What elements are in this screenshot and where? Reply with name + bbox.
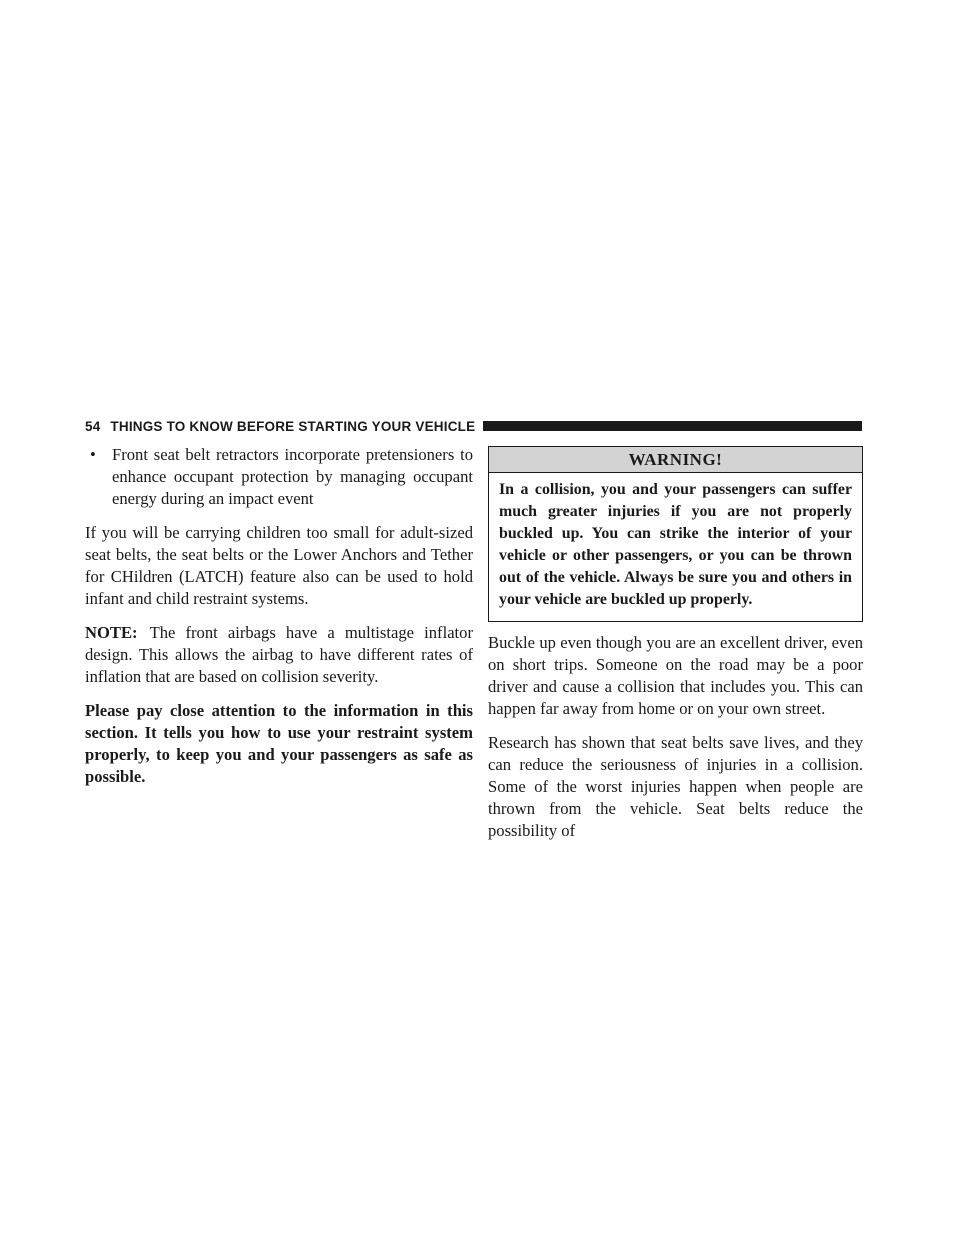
- bullet-mark: •: [90, 445, 96, 464]
- paragraph-latch: If you will be carrying children too small for adult-sized seat belts, the seat belts or the Lower Anchors and Tether for CHildren (LATCH) feature also can be used to hold infant and child restraint systems.: [85, 523, 473, 608]
- paragraph-attention: Please pay close attention to the information in this section. It tells you how to use your restraint system properly, to keep you and your passengers as safe as possible.: [85, 701, 473, 786]
- section-title: THINGS TO KNOW BEFORE STARTING YOUR VEHICLE: [110, 418, 476, 434]
- right-column: [488, 446, 863, 854]
- bullet-text: Front seat belt retractors incorporate pretensioners to enhance occupant protection by managing occupant energy during an impact event: [112, 445, 473, 508]
- paragraph-research: Research has shown that seat belts save lives, and they can reduce the seriousness of injuries in a collision. Some of the worst injuries happen when people are thrown from the vehicle. Seat belts reduce the possibility of: [488, 733, 863, 840]
- page-number: 54: [85, 418, 101, 434]
- header-rule: [483, 421, 862, 431]
- note-text: The front airbags have a multistage inflator design. This allows the airbag to have different rates of inflation that are based on collision severity.: [85, 623, 473, 686]
- warning-title: WARNING!: [489, 447, 862, 473]
- warning-box: [488, 446, 863, 622]
- paragraph-buckle-up: Buckle up even though you are an excellent driver, even on short trips. Someone on the road may be a poor driver and cause a collision that includes you. This can happen far away from home or on your own street.: [488, 633, 863, 718]
- note-paragraph: [85, 622, 473, 688]
- left-column: [85, 444, 473, 800]
- note-label: NOTE:: [85, 623, 138, 642]
- bullet-item-pretensioners: [85, 444, 473, 510]
- page-header: [85, 417, 862, 435]
- warning-text: In a collision, you and your passengers can suffer much greater injuries if you are not properly buckled up. You can strike the interior of your vehicle or other passengers, or you can be thrown out of the vehicle. Always be sure you and others in your vehicle are buckled up properly.: [499, 481, 852, 608]
